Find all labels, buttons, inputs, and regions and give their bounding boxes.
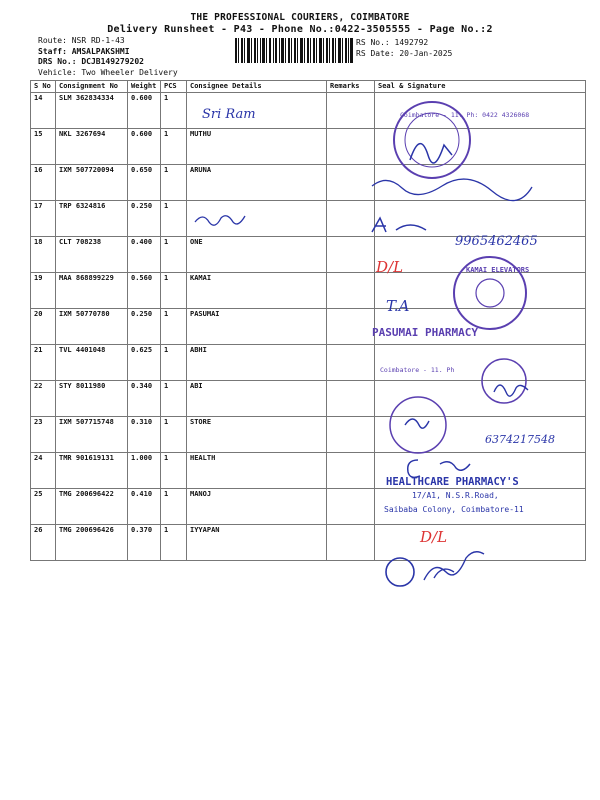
barcode	[235, 38, 353, 63]
cell-seal	[375, 309, 586, 345]
cell-weight: 0.250	[128, 201, 161, 237]
cell-weight: 0.310	[128, 417, 161, 453]
cell-pcs: 1	[161, 489, 187, 525]
cell-remarks	[327, 489, 375, 525]
cell-remarks	[327, 453, 375, 489]
cell-remarks	[327, 93, 375, 129]
cell-consignee: HEALTH	[187, 453, 327, 489]
cell-pcs: 1	[161, 273, 187, 309]
cell-consignment: SLM 362834334	[56, 93, 128, 129]
cell-sno: 21	[31, 345, 56, 381]
cell-seal	[375, 381, 586, 417]
cell-seal	[375, 237, 586, 273]
runsheet-table	[30, 80, 586, 561]
col-header-remarks: Remarks	[327, 81, 375, 93]
handwritten-dl-18: D/L	[376, 258, 404, 276]
stamp-health-name: HEALTHCARE PHARMACY'S	[386, 476, 519, 488]
cell-consignee: MANOJ	[187, 489, 327, 525]
cell-consignment: NKL 3267694	[56, 129, 128, 165]
table-row	[31, 165, 586, 201]
cell-consignment: STY 8011980	[56, 381, 128, 417]
table-row	[31, 309, 586, 345]
vehicle-label: Vehicle: Two Wheeler Delivery	[38, 68, 178, 77]
cell-weight: 0.600	[128, 129, 161, 165]
table-row	[31, 345, 586, 381]
cell-pcs: 1	[161, 381, 187, 417]
runsheet-title: Delivery Runsheet - P43 - Phone No.:0422-3505555 - Page No.:2	[107, 24, 493, 35]
table-row	[31, 381, 586, 417]
col-header-sno: S No	[31, 81, 56, 93]
cell-weight: 0.600	[128, 93, 161, 129]
col-header-weight: Weight	[128, 81, 161, 93]
cell-pcs: 1	[161, 93, 187, 129]
cell-seal	[375, 165, 586, 201]
cell-sno: 23	[31, 417, 56, 453]
col-header-pcs: PCS	[161, 81, 187, 93]
cell-consignment: TRP 6324816	[56, 201, 128, 237]
cell-consignee: STORE	[187, 417, 327, 453]
table-row	[31, 129, 586, 165]
handwritten-sriram: Sri Ram	[202, 107, 256, 122]
cell-weight: 0.250	[128, 309, 161, 345]
table-row	[31, 201, 586, 237]
cell-sno: 26	[31, 525, 56, 561]
handwritten-phone-2: 6374217548	[485, 433, 555, 446]
cell-consignee: KAMAI	[187, 273, 327, 309]
cell-seal	[375, 273, 586, 309]
handwritten-phone-1: 9965462465	[455, 234, 538, 249]
cell-remarks	[327, 525, 375, 561]
cell-seal	[375, 489, 586, 525]
cell-consignee: ONE	[187, 237, 327, 273]
cell-sno: 17	[31, 201, 56, 237]
runsheet-meta-right	[356, 38, 452, 59]
cell-consignment: IXM 507715748	[56, 417, 128, 453]
cell-weight: 0.625	[128, 345, 161, 381]
cell-weight: 0.340	[128, 381, 161, 417]
cell-pcs: 1	[161, 201, 187, 237]
staff-label: Staff: AMSALPAKSHMI	[38, 46, 130, 56]
cell-consignment: TMG 200696422	[56, 489, 128, 525]
cell-remarks	[327, 381, 375, 417]
cell-pcs: 1	[161, 237, 187, 273]
cell-sno: 19	[31, 273, 56, 309]
cell-seal	[375, 345, 586, 381]
cell-consignment: TMG 200696426	[56, 525, 128, 561]
stamp-kamai-text: KAMAI ELEVATORS	[466, 266, 530, 274]
cell-remarks	[327, 201, 375, 237]
route-label: Route: NSR RD-1-43	[38, 36, 125, 45]
table-row	[31, 489, 586, 525]
cell-weight: 0.400	[128, 237, 161, 273]
cell-weight: 0.410	[128, 489, 161, 525]
table-row	[31, 453, 586, 489]
table-row	[31, 93, 586, 129]
cell-consignment: TVL 4401048	[56, 345, 128, 381]
cell-consignee: ABI	[187, 381, 327, 417]
table-row	[31, 237, 586, 273]
handwritten-dl-25: D/L	[420, 528, 448, 546]
cell-sno: 20	[31, 309, 56, 345]
cell-weight: 0.370	[128, 525, 161, 561]
cell-consignment: IXM 507720094	[56, 165, 128, 201]
runsheet-meta-left	[38, 36, 144, 68]
col-header-seal: Seal & Signature	[375, 81, 586, 93]
cell-seal	[375, 525, 586, 561]
cell-remarks	[327, 165, 375, 201]
cell-seal	[375, 201, 586, 237]
cell-weight: 0.650	[128, 165, 161, 201]
cell-remarks	[327, 273, 375, 309]
cell-consignee: IYYAPAN	[187, 525, 327, 561]
cell-consignment: CLT 708238	[56, 237, 128, 273]
cell-seal	[375, 129, 586, 165]
cell-seal	[375, 453, 586, 489]
stamp-address-1: Coimbatore - 11. Ph: 0422 4326068	[400, 111, 530, 119]
cell-pcs: 1	[161, 345, 187, 381]
signature-26-circle	[386, 558, 414, 586]
table-row	[31, 273, 586, 309]
cell-weight: 1.000	[128, 453, 161, 489]
rs-number: RS No.: 1492792	[356, 38, 429, 47]
cell-sno: 24	[31, 453, 56, 489]
cell-consignee	[187, 93, 327, 129]
cell-remarks	[327, 309, 375, 345]
table-row	[31, 525, 586, 561]
stamp-health-addr-1: 17/A1, N.S.R.Road,	[412, 491, 499, 500]
table-row	[31, 417, 586, 453]
cell-sno: 25	[31, 489, 56, 525]
cell-sno: 18	[31, 237, 56, 273]
cell-pcs: 1	[161, 309, 187, 345]
handwritten-ta: T.A	[386, 297, 410, 315]
cell-sno: 14	[31, 93, 56, 129]
table-header-row	[31, 81, 586, 93]
cell-consignee	[187, 201, 327, 237]
cell-remarks	[327, 417, 375, 453]
cell-pcs: 1	[161, 165, 187, 201]
cell-consignee: MUTHU	[187, 129, 327, 165]
cell-sno: 22	[31, 381, 56, 417]
cell-consignee: PASUMAI	[187, 309, 327, 345]
cell-remarks	[327, 345, 375, 381]
cell-consignment: TMR 901619131	[56, 453, 128, 489]
cell-consignment: IXM 50770780	[56, 309, 128, 345]
cell-consignment: MAA 868899229	[56, 273, 128, 309]
cell-remarks	[327, 237, 375, 273]
cell-sno: 16	[31, 165, 56, 201]
cell-remarks	[327, 129, 375, 165]
cell-pcs: 1	[161, 417, 187, 453]
stamp-pasumai-name: PASUMAI PHARMACY	[372, 326, 478, 339]
rs-date: RS Date: 20-Jan-2025	[356, 48, 453, 58]
cell-seal	[375, 93, 586, 129]
cell-sno: 15	[31, 129, 56, 165]
company-title: THE PROFESSIONAL COURIERS, COIMBATORE	[190, 12, 410, 23]
cell-pcs: 1	[161, 453, 187, 489]
cell-pcs: 1	[161, 525, 187, 561]
drs-label: DRS No.: DCJB149279202	[38, 57, 144, 66]
cell-consignee: ARUNA	[187, 165, 327, 201]
cell-consignee: ABHI	[187, 345, 327, 381]
cell-weight: 0.560	[128, 273, 161, 309]
cell-pcs: 1	[161, 129, 187, 165]
stamp-pasumai-address: Coimbatore - 11. Ph	[380, 366, 455, 374]
cell-seal	[375, 417, 586, 453]
stamp-health-addr-2: Saibaba Colony, Coimbatore-11	[384, 505, 524, 514]
col-header-consignee: Consignee Details	[187, 81, 327, 93]
col-header-consignment: Consignment No	[56, 81, 128, 93]
